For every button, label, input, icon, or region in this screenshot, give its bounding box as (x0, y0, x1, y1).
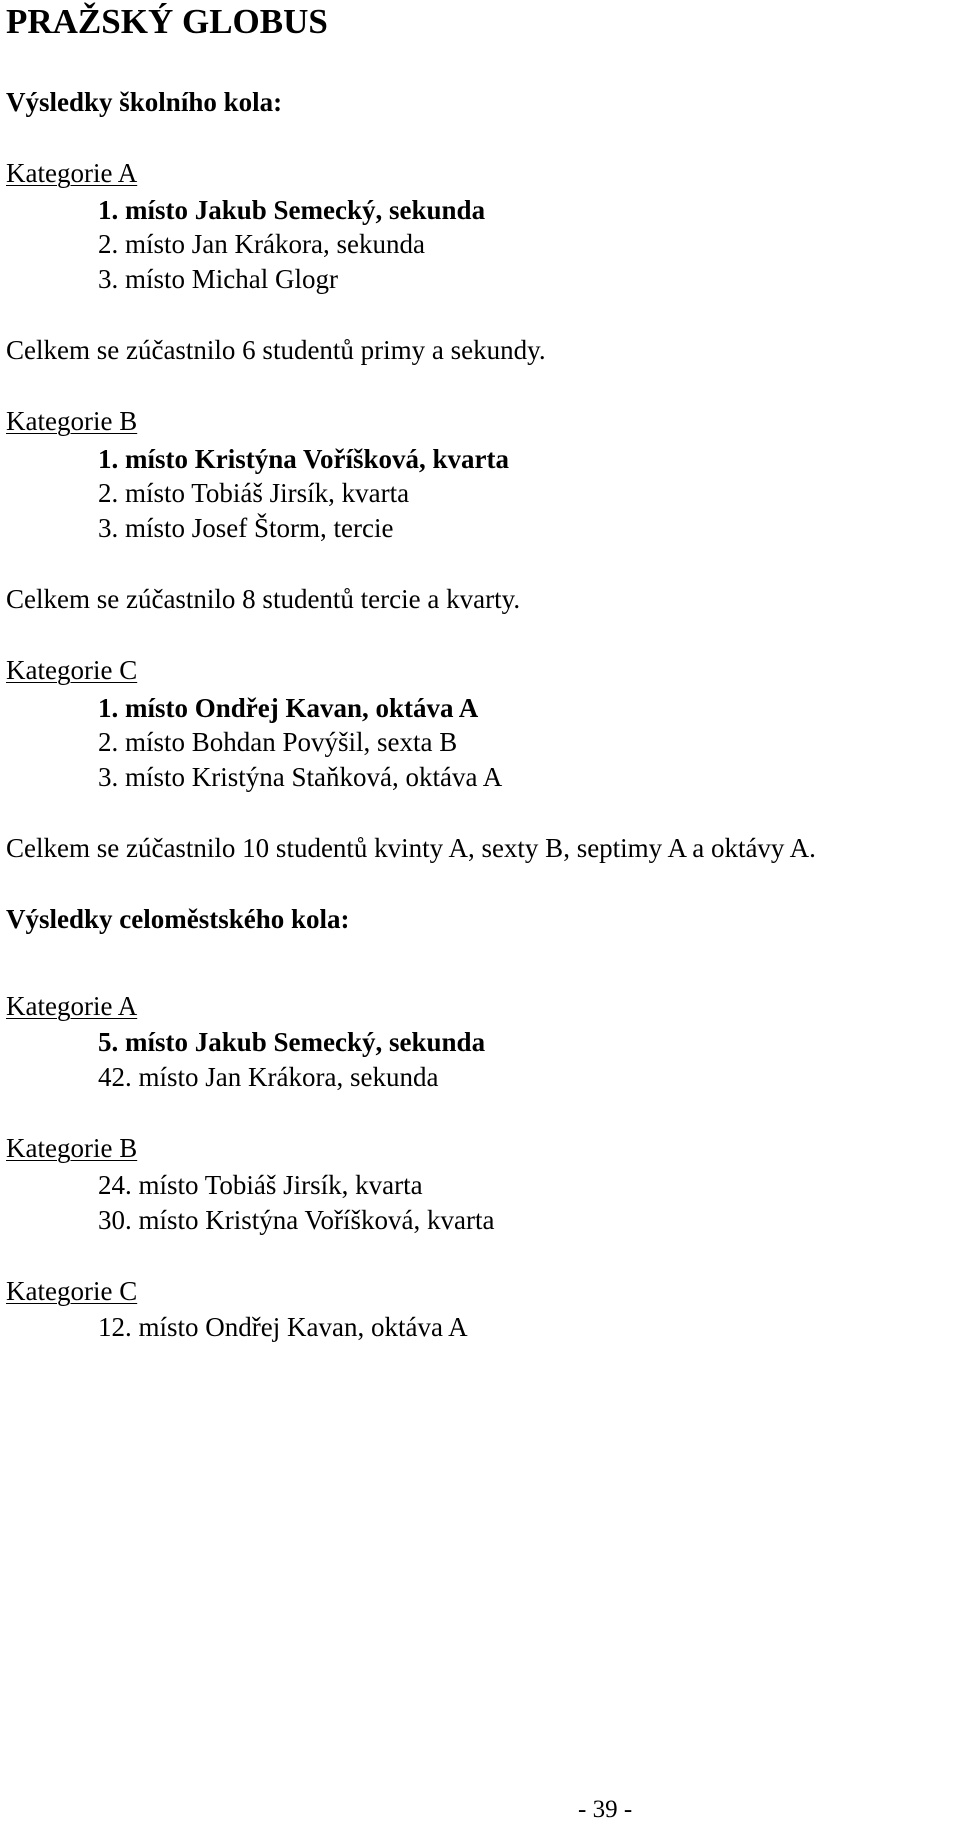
school-category-c-summary: Celkem se zúčastnilo 10 studentů kvinty A, sexty B, septimy A a oktávy A. (6, 833, 816, 863)
city-category-b-label: Kategorie B (6, 1133, 138, 1163)
city-category-a-label: Kategorie A (6, 991, 138, 1021)
school-round-heading: Výsledky školního kola: (6, 87, 283, 117)
school-category-c-result-1: 1. místo Ondřej Kavan, oktáva A (98, 693, 479, 723)
school-category-a-result-1: 1. místo Jakub Semecký, sekunda (98, 195, 486, 225)
school-category-a-summary: Celkem se zúčastnilo 6 studentů primy a sekundy. (6, 335, 546, 365)
school-category-b-summary: Celkem se zúčastnilo 8 studentů tercie a kvarty. (6, 584, 521, 614)
city-category-c-result-1: 12. místo Ondřej Kavan, oktáva A (98, 1312, 468, 1342)
school-category-b-result-1: 1. místo Kristýna Voříšková, kvarta (98, 444, 510, 474)
school-category-b-result-3: 3. místo Josef Štorm, tercie (98, 513, 394, 543)
school-category-c-result-2: 2. místo Bohdan Povýšil, sexta B (98, 727, 458, 757)
city-category-a-result-2: 42. místo Jan Krákora, sekunda (98, 1062, 439, 1092)
city-category-b-result-1: 24. místo Tobiáš Jirsík, kvarta (98, 1170, 423, 1200)
page-title: PRAŽSKÝ GLOBUS (6, 2, 328, 41)
school-category-b-label: Kategorie B (6, 406, 138, 436)
city-category-a-result-1: 5. místo Jakub Semecký, sekunda (98, 1027, 486, 1057)
school-category-a-result-3: 3. místo Michal Glogr (98, 264, 338, 294)
school-category-b-result-2: 2. místo Tobiáš Jirsík, kvarta (98, 478, 410, 508)
city-category-b-result-2: 30. místo Kristýna Voříšková, kvarta (98, 1205, 495, 1235)
city-round-heading: Výsledky celoměstského kola: (6, 904, 350, 934)
page-number: - 39 - (578, 1796, 633, 1823)
school-category-a-label: Kategorie A (6, 158, 138, 188)
school-category-a-result-2: 2. místo Jan Krákora, sekunda (98, 229, 425, 259)
school-category-c-result-3: 3. místo Kristýna Staňková, oktáva A (98, 762, 503, 792)
city-category-c-label: Kategorie C (6, 1276, 138, 1306)
school-category-c-label: Kategorie C (6, 655, 138, 685)
